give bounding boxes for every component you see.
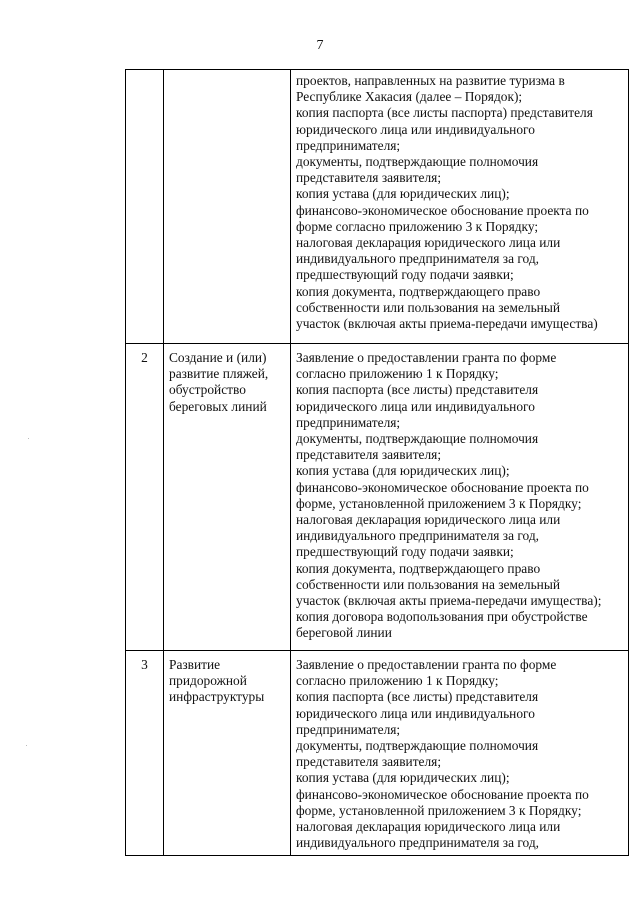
- document-line: согласно приложению 1 к Порядку;: [296, 366, 499, 382]
- document-line: форме, установленной приложением 3 к Порядку;: [296, 495, 582, 511]
- activity-name-line: Создание и (или): [169, 350, 267, 365]
- activity-name-line: Развитие: [169, 657, 221, 672]
- document-line: предпринимателя;: [296, 137, 401, 153]
- document-line: копия договора водопользования при обустройстве: [296, 609, 588, 625]
- table-row: [126, 651, 629, 856]
- document-line: финансово-экономическое обоснование проекта по: [296, 786, 589, 802]
- document-line: копия документа, подтверждающего право: [296, 283, 541, 299]
- row-number-cell: 3: [126, 651, 164, 856]
- row-name-cell: [164, 651, 291, 856]
- document-line: представителя заявителя;: [296, 170, 442, 186]
- table-row: [126, 344, 629, 651]
- document-line: предпринимателя;: [296, 414, 401, 430]
- document-line: юридического лица или индивидуального: [296, 121, 535, 137]
- document-line: налоговая декларация юридического лица или: [296, 819, 561, 835]
- document-line: собственности или пользования на земельный: [296, 299, 561, 315]
- activity-name-line: береговых линий: [169, 398, 267, 414]
- activity-name-line: развитие пляжей,: [169, 366, 269, 382]
- document-line: проектов, направленных на развитие туризма в: [296, 73, 565, 88]
- document-line: форме, установленной приложением 3 к Порядку;: [296, 802, 582, 818]
- row-documents-cell: [291, 651, 629, 856]
- document-line: индивидуального предпринимателя за год,: [296, 528, 540, 544]
- document-line: копия паспорта (все листы) представителя: [296, 689, 539, 705]
- document-line: предпринимателя;: [296, 721, 401, 737]
- scan-speck: [26, 745, 27, 746]
- document-line: представителя заявителя;: [296, 754, 442, 770]
- row-name-cell: [164, 344, 291, 651]
- document-line: налоговая декларация юридического лица или: [296, 512, 561, 528]
- document-line: копия устава (для юридических лиц);: [296, 770, 510, 786]
- document-line: документы, подтверждающие полномочия: [296, 431, 539, 447]
- document-line: Заявление о предоставлении гранта по форме: [296, 350, 557, 365]
- document-line: копия паспорта (все листы паспорта) представителя: [296, 105, 593, 121]
- document-line: индивидуального предпринимателя за год,: [296, 835, 540, 851]
- document-line: Заявление о предоставлении гранта по форме: [296, 657, 557, 672]
- row-documents-cell: [291, 70, 629, 344]
- document-line: документы, подтверждающие полномочия: [296, 154, 539, 170]
- document-line: предшествующий году подачи заявки;: [296, 544, 514, 560]
- document-line: налоговая декларация юридического лица или: [296, 235, 561, 251]
- document-line: участок (включая акты приема-передачи имущества);: [296, 593, 602, 609]
- activity-name-line: придорожной: [169, 673, 247, 689]
- table-row: [126, 70, 629, 344]
- document-line: представителя заявителя;: [296, 447, 442, 463]
- document-line: индивидуального предпринимателя за год,: [296, 251, 540, 267]
- document-line: документы, подтверждающие полномочия: [296, 738, 539, 754]
- activity-name-line: инфраструктуры: [169, 689, 265, 705]
- activity-name-line: обустройство: [169, 382, 246, 398]
- document-line: копия документа, подтверждающего право: [296, 560, 541, 576]
- document-line: собственности или пользования на земельный: [296, 576, 561, 592]
- row-name-cell: [164, 70, 291, 344]
- document-line: финансово-экономическое обоснование проекта по: [296, 202, 589, 218]
- document-line: копия паспорта (все листы) представителя: [296, 382, 539, 398]
- document-line: копия устава (для юридических лиц);: [296, 186, 510, 202]
- documents-table: [125, 69, 629, 856]
- row-number-cell: 2: [126, 344, 164, 651]
- document-line: юридического лица или индивидуального: [296, 705, 535, 721]
- page-number: 7: [316, 38, 324, 53]
- document-line: предшествующий году подачи заявки;: [296, 267, 514, 283]
- row-documents-cell: [291, 344, 629, 651]
- document-line: береговой линии: [296, 625, 392, 641]
- document-line: согласно приложению 1 к Порядку;: [296, 673, 499, 689]
- document-line: копия устава (для юридических лиц);: [296, 463, 510, 479]
- document-line: Республике Хакасия (далее – Порядок);: [296, 89, 523, 105]
- document-line: форме согласно приложению 3 к Порядку;: [296, 218, 539, 234]
- document-line: финансово-экономическое обоснование проекта по: [296, 479, 589, 495]
- scan-speck: [28, 438, 29, 439]
- document-line: юридического лица или индивидуального: [296, 398, 535, 414]
- row-number-cell: [126, 70, 164, 344]
- document-line: участок (включая акты приема-передачи имущества): [296, 316, 598, 332]
